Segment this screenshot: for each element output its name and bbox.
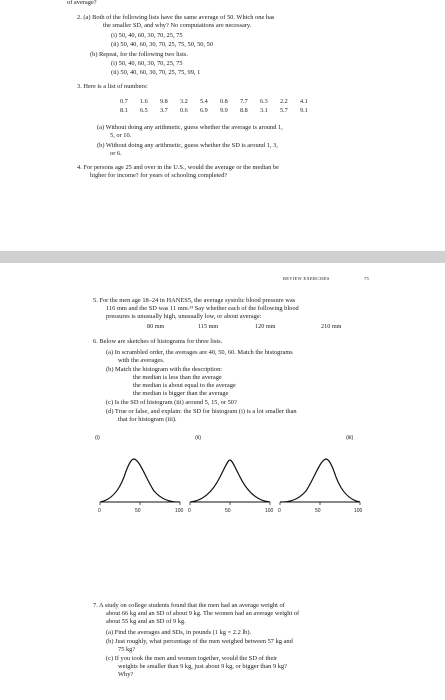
- running-header: REVIEW EXERCISES: [283, 276, 330, 281]
- tick-label: 100: [354, 508, 363, 514]
- question-6a-line-2: with the averages.: [118, 357, 165, 364]
- question-6b-line: (b) Match the histogram with the description:: [106, 366, 223, 373]
- number-list-row-2: [120, 107, 320, 115]
- question-6d-line-1: (d) True or false, and explain: the SD for histogram (i) is a lot smaller than: [106, 408, 297, 415]
- question-2b-list-ii: (ii) 50, 40, 60, 30, 70, 25, 75, 99, 1: [111, 69, 201, 76]
- tick-label: 0: [188, 508, 191, 514]
- histogram-label: (i): [95, 435, 100, 441]
- question-2a-line-1: 2. (a) Both of the following lists have the same average of 50. Which one has: [77, 14, 275, 21]
- number-cell: 1.6: [140, 98, 148, 105]
- question-7-line-3: about 55 kg and an SD of 9 kg.: [106, 618, 186, 625]
- number-cell: 0.7: [120, 98, 128, 105]
- question-2a-line-2: the smaller SD, and why? No computations are necessary.: [103, 22, 252, 29]
- question-7-line-1: 7. A study on college students found that the men had an average weight of: [93, 602, 285, 609]
- number-cell: 5.7: [280, 107, 288, 114]
- histogram-curve: [190, 460, 270, 502]
- page-number: 75: [364, 276, 369, 281]
- question-7c-line-2: weights be smaller than 9 kg, just about 9 kg, or bigger than 9 kg?: [118, 663, 287, 670]
- number-cell: 8.8: [240, 107, 248, 114]
- tick-label: 0: [98, 508, 101, 514]
- number-cell: 6.3: [260, 98, 268, 105]
- number-cell: 8.1: [120, 107, 128, 114]
- blood-pressure-values: [0, 323, 445, 331]
- histogram-sketches: [0, 429, 445, 514]
- question-7c-line-3: Why?: [118, 671, 134, 678]
- tick-label: 50: [315, 508, 321, 514]
- number-cell: 3.1: [260, 107, 268, 114]
- question-4-line-1: 4. For persons age 25 and over in the U.S., would the average or the median be: [77, 164, 279, 171]
- number-cell: 6.5: [140, 107, 148, 114]
- tick-label: 50: [135, 508, 141, 514]
- question-3-intro: 3. Here is a list of numbers:: [77, 83, 148, 90]
- question-6d-line-2: that for histogram (iii).: [118, 416, 177, 423]
- histogram-curve: [280, 459, 360, 502]
- question-6b-description-2: the median is about equal to the average: [133, 382, 236, 389]
- page-separator: [0, 251, 445, 263]
- histogram-i: [95, 435, 184, 514]
- page-fragment-text: of average?: [67, 0, 97, 6]
- number-cell: 0.6: [180, 107, 188, 114]
- number-cell: 9.1: [300, 107, 308, 114]
- number-cell: 2.2: [280, 98, 288, 105]
- number-list-row-1: [120, 98, 320, 106]
- question-2a-list-i: (i) 50, 40, 60, 30, 70, 25, 75: [111, 32, 183, 39]
- textbook-page-bottom: [0, 263, 445, 700]
- question-6b-description-3: the median is bigger than the average: [133, 390, 229, 397]
- histogram-iii: [278, 435, 363, 514]
- number-cell: 9.9: [220, 107, 228, 114]
- number-cell: 3.7: [160, 107, 168, 114]
- tick-label: 0: [278, 508, 281, 514]
- question-7-line-2: about 66 kg and an SD of about 9 kg. The women had an average weight of: [106, 610, 300, 617]
- question-4-line-2: higher for income? for years of schooling completed?: [90, 172, 228, 179]
- question-5-line-2: 116 mm and the SD was 11 mm.¹³ Say whether each of the following blood: [106, 305, 299, 312]
- number-cell: 4.1: [300, 98, 308, 105]
- number-cell: 6.9: [200, 107, 208, 114]
- question-6b-description-1: the median is less than the average: [133, 374, 222, 381]
- question-5-line-1: 5. For the men age 18–24 in HANES5, the average systolic blood pressure was: [93, 297, 296, 304]
- question-3b-line-2: or 6.: [110, 150, 122, 157]
- question-3a-line-2: 5, or 10.: [110, 132, 132, 139]
- histogram-ii: [188, 435, 274, 514]
- bp-value: 120 mm: [255, 323, 276, 330]
- tick-label: 100: [175, 508, 184, 514]
- tick-label: 100: [265, 508, 274, 514]
- textbook-page-top: [0, 0, 445, 251]
- question-2b-line: (b) Repeat, for the following two lists.: [90, 51, 188, 58]
- question-3a-line-1: (a) Without doing any arithmetic, guess whether the average is around 1,: [97, 124, 283, 131]
- question-3b-line-1: (b) Without doing any arithmetic, guess whether the SD is around 1, 3,: [97, 142, 278, 149]
- question-7c-line-1: (c) If you took the men and women together, would the SD of their: [106, 655, 278, 662]
- question-5-line-3: pressures is unusually high, unusually low, or about average:: [106, 313, 262, 320]
- question-2a-list-ii: (ii) 50, 40, 60, 30, 70, 25, 75, 50, 50, 50: [111, 41, 214, 48]
- number-cell: 0.8: [220, 98, 228, 105]
- histogram-label: (ii): [195, 435, 202, 441]
- question-7b-line-1: (b) Just roughly, what percentage of the men weighed between 57 kg and: [106, 638, 293, 645]
- histogram-label: (iii): [346, 435, 354, 441]
- bp-value: 210 mm: [321, 323, 342, 330]
- tick-label: 50: [225, 508, 231, 514]
- question-7b-line-2: 75 kg?: [118, 646, 136, 653]
- question-6-intro: 6. Below are sketches of histograms for three lists.: [93, 338, 223, 345]
- number-cell: 9.8: [160, 98, 168, 105]
- question-6c-line: (c) Is the SD of histogram (iii) around 5, 15, or 50?: [106, 399, 237, 406]
- question-6a-line-1: (a) In scrambled order, the averages are 40, 50, 60. Match the histograms: [106, 349, 293, 356]
- number-cell: 3.2: [180, 98, 188, 105]
- histogram-curve: [100, 459, 180, 502]
- number-cell: 5.4: [200, 98, 208, 105]
- bp-value: 80 mm: [147, 323, 165, 330]
- question-7a-line: (a) Find the averages and SDs, in pounds (1 kg = 2.2 lb).: [106, 629, 252, 636]
- number-cell: 7.7: [240, 98, 248, 105]
- bp-value: 115 mm: [198, 323, 219, 330]
- question-2b-list-i: (i) 50, 40, 60, 30, 70, 25, 75: [111, 60, 183, 67]
